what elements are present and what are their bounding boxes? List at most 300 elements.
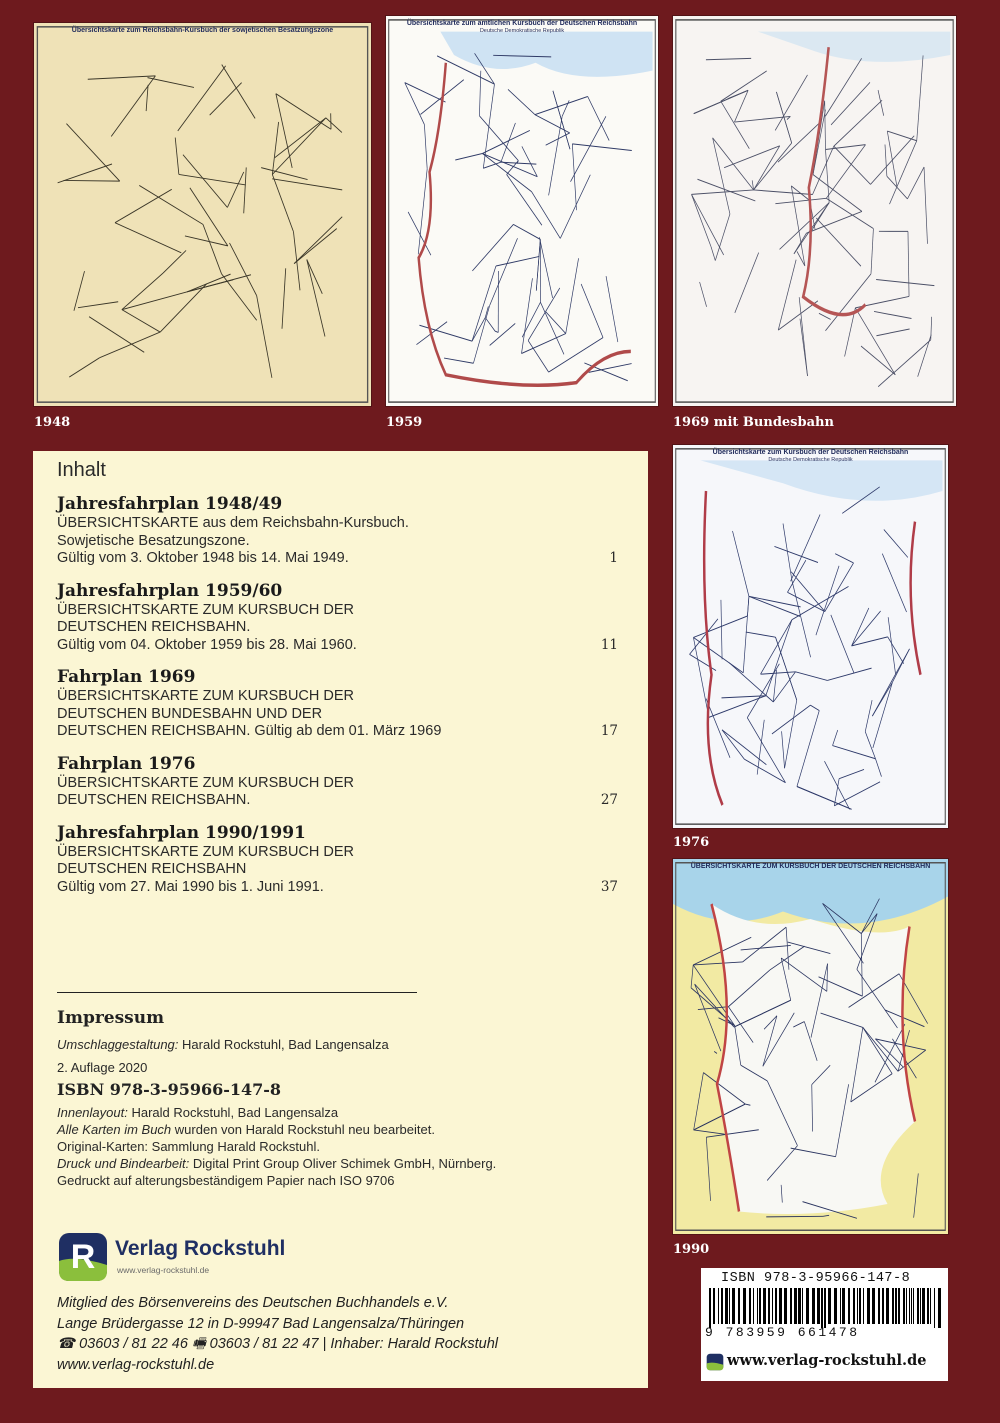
rail-line	[887, 131, 916, 141]
toc-entry-page: 1	[609, 550, 618, 566]
barcode-bar	[763, 1288, 766, 1324]
map-1990-title: ÜBERSICHTSKARTE ZUM KURSBUCH DER DEUTSCHEN REICHSBAHN	[690, 863, 931, 870]
barcode-bar	[757, 1288, 758, 1324]
rail-line	[522, 146, 537, 176]
barcode-bar	[895, 1288, 897, 1324]
map-1990-network	[673, 859, 948, 1234]
toc-entry-title: Jahresfahrplan 1990/1991	[57, 822, 306, 843]
rail-line	[535, 97, 588, 115]
rail-line	[825, 101, 826, 150]
maps-credit-label: Alle Karten im Buch	[57, 1122, 172, 1137]
map-1976-network	[673, 445, 948, 828]
toc-entry-line: Gültig vom 3. Oktober 1948 bis 14. Mai 1949.	[57, 550, 349, 566]
rail-line	[709, 696, 766, 718]
barcode-bar	[922, 1288, 925, 1324]
toc-entry-line: Gültig vom 27. Mai 1990 bis 1. Juni 1991.	[57, 878, 324, 895]
rail-line	[546, 312, 566, 334]
barcode-bar	[709, 1288, 711, 1328]
sea-area	[701, 460, 943, 500]
publisher-logo	[57, 1229, 357, 1287]
rail-line	[825, 563, 854, 612]
barcode-bar	[857, 1288, 858, 1324]
map-1969-caption: 1969 mit Bundesbahn	[673, 415, 834, 430]
rail-line	[694, 1073, 704, 1130]
barcode-bar	[802, 1288, 803, 1324]
barcode-bar	[872, 1288, 875, 1324]
impressum-originals: Original-Karten: Sammlung Harald Rockstuhl.	[57, 1139, 320, 1154]
rail-line	[885, 144, 887, 176]
toc-entry-page: 17	[600, 723, 618, 739]
barcode-bar	[817, 1288, 820, 1324]
rail-line	[693, 637, 708, 717]
rail-line	[163, 250, 186, 273]
rail-line	[888, 617, 895, 673]
map-1959-title: Übersichtskarte zum amtlichen Kursbuch der Deutschen Reichsbahn Deutsche Demokratische Republik	[406, 20, 638, 35]
print-credit-label: Druck und Bindearbeit:	[57, 1156, 190, 1171]
publisher-membership: Mitglied des Börsenvereins des Deutschen Buchhandels e.V.	[57, 1295, 449, 1311]
toc-entry-line: DEUTSCHEN BUNDESBAHN UND DER	[57, 705, 323, 722]
rail-line	[539, 237, 552, 298]
rail-line	[691, 965, 693, 988]
barcode-bar	[842, 1288, 845, 1324]
rail-line	[496, 256, 539, 266]
rail-line	[64, 180, 120, 181]
map-1959-image	[386, 16, 658, 406]
rail-line	[528, 288, 560, 341]
rail-line	[733, 531, 749, 596]
rail-line	[787, 592, 824, 611]
rail-line	[887, 176, 908, 199]
sea-area	[758, 32, 950, 62]
toc-entry	[57, 753, 622, 810]
impressum-edition: 2. Auflage 2020	[57, 1060, 148, 1075]
rail-line	[115, 189, 172, 222]
map-1990-image	[673, 859, 948, 1234]
barcode-box	[701, 1268, 948, 1381]
barcode-bar	[779, 1288, 782, 1324]
barcode-bar	[906, 1288, 907, 1324]
map-frame	[676, 20, 953, 402]
toc-entry-title: Fahrplan 1969	[57, 667, 196, 687]
rail-line	[588, 97, 609, 141]
impressum-title: Impressum	[57, 1008, 165, 1028]
rail-line	[721, 600, 722, 660]
rail-line	[111, 76, 155, 137]
barcode-bar	[768, 1288, 770, 1324]
rail-line	[852, 637, 888, 646]
barcode-bar	[824, 1288, 826, 1328]
barcode-bar	[934, 1288, 935, 1328]
publisher-address: Lange Brüdergasse 12 in D-99947 Bad Langensalza/Thüringen	[57, 1315, 465, 1332]
rail-line	[800, 319, 808, 376]
rail-line	[839, 769, 864, 778]
rail-line	[513, 224, 540, 239]
rail-line	[747, 596, 748, 616]
rail-line	[691, 194, 723, 255]
rail-line	[566, 258, 579, 333]
barcode-bar	[913, 1288, 914, 1324]
barcode-bar	[775, 1288, 777, 1324]
publisher-url-small[interactable]: www.verlag-rockstuhl.de	[117, 1265, 210, 1275]
rail-line	[721, 71, 767, 101]
section-divider	[57, 992, 417, 993]
toc-entry	[57, 666, 622, 741]
rail-line	[797, 711, 819, 787]
rail-line	[122, 310, 160, 332]
sea-area	[440, 32, 652, 77]
print-credit-value: Digital Print Group Oliver Schimek GmbH, Nürnberg.	[189, 1156, 497, 1171]
rail-line	[485, 318, 495, 332]
toc-entry-title: Jahresfahrplan 1948/49	[57, 494, 283, 514]
map-1969-image	[673, 16, 956, 406]
rail-line	[816, 218, 861, 266]
barcode-bar	[713, 1288, 715, 1324]
rail-line	[244, 167, 247, 213]
barcode-bar	[909, 1288, 910, 1324]
rail-line	[522, 278, 533, 353]
rail-line	[724, 146, 780, 168]
rail-line	[483, 84, 494, 168]
toc-entry-title: Fahrplan 1976	[57, 753, 196, 774]
rail-line	[884, 530, 908, 558]
rail-line	[700, 282, 707, 307]
rail-line	[773, 670, 776, 702]
rail-line	[175, 138, 179, 175]
rail-line	[876, 329, 909, 336]
rail-line	[272, 118, 325, 175]
rail-line	[787, 560, 805, 592]
rail-line	[222, 65, 255, 119]
rail-line	[282, 268, 286, 328]
rail-line	[791, 514, 820, 581]
rail-line	[66, 124, 119, 181]
rail-line	[69, 358, 99, 377]
barcode-bar	[821, 1288, 823, 1328]
map-1976-title: Übersichtskarte zum Kursbuch der Deutschen Reichsbahn Deutsche Demokratische Republik	[712, 449, 909, 464]
barcode-bar	[840, 1288, 841, 1324]
contents-panel	[33, 451, 648, 1388]
toc-entry	[57, 580, 622, 655]
rail-line	[482, 130, 529, 153]
barcode-bar	[772, 1288, 773, 1324]
rail-line	[690, 654, 717, 670]
barcode-bar	[718, 1288, 719, 1324]
rockstuhl-small-logo-icon	[706, 1353, 724, 1371]
rail-line	[852, 608, 869, 646]
rail-line	[179, 174, 246, 184]
rail-line	[796, 672, 828, 681]
land-area	[712, 904, 916, 1214]
rail-line	[766, 1216, 823, 1217]
rail-line	[694, 1130, 725, 1134]
impressum-section	[57, 1008, 637, 1189]
barcode-bar	[848, 1288, 850, 1324]
rail-line	[757, 720, 764, 775]
rail-line	[490, 323, 516, 345]
rail-line	[706, 58, 751, 59]
rail-line	[835, 554, 853, 563]
rail-line	[482, 153, 537, 176]
rail-line	[178, 66, 226, 131]
rail-line	[823, 1215, 829, 1216]
border-line	[419, 63, 631, 385]
rail-line	[816, 566, 839, 635]
logo-letter: R	[70, 1238, 96, 1276]
barcode-bar	[738, 1288, 740, 1324]
rail-line	[690, 619, 718, 655]
rail-line	[115, 223, 181, 253]
barcode-bar	[729, 1288, 730, 1324]
rail-line	[834, 100, 882, 146]
rail-line	[914, 1173, 919, 1217]
toc-entry-line: DEUTSCHEN REICHSBAHN.	[57, 792, 251, 808]
publisher-contact: ☎ 03603 / 81 22 46 🖷 03603 / 81 22 47 | Inhaber: Harald Rockstuhl	[57, 1336, 498, 1352]
rail-line	[825, 58, 861, 116]
rail-line	[806, 211, 862, 233]
toc-list	[57, 493, 622, 908]
rail-line	[560, 175, 590, 239]
rail-line	[419, 325, 472, 341]
barcode-bar	[859, 1288, 861, 1324]
impressum-paper: Gedruckt auf alterungsbeständigem Papier nach ISO 9706	[57, 1173, 395, 1188]
publisher-website[interactable]: www.verlag-rockstuhl.de	[57, 1356, 215, 1373]
rail-line	[827, 668, 871, 680]
rail-line	[833, 730, 838, 746]
toc-entry-line: ÜBERSICHTSKARTE ZUM KURSBUCH DER	[57, 843, 355, 860]
rail-line	[775, 198, 826, 203]
barcode-bar	[930, 1288, 931, 1324]
rail-line	[746, 632, 776, 637]
impressum-cover-credit	[57, 1036, 637, 1053]
cover-credit-label: Umschlaggestaltung:	[57, 1037, 179, 1052]
rail-line	[139, 185, 203, 224]
barcode-bar	[732, 1288, 735, 1324]
rail-line	[326, 118, 342, 133]
map-frame	[389, 20, 656, 402]
rail-line	[307, 260, 325, 337]
impressum-print-credit	[57, 1155, 637, 1172]
rail-line	[824, 761, 849, 809]
rail-line	[825, 145, 865, 150]
rail-line	[908, 231, 909, 296]
rail-line	[785, 700, 797, 768]
rail-line	[549, 116, 563, 195]
rail-line	[872, 649, 909, 716]
rockstuhl-logo-icon	[57, 1231, 109, 1283]
barcode-bar	[753, 1288, 754, 1324]
rail-line	[924, 167, 927, 244]
rail-line	[190, 188, 228, 246]
rail-line	[455, 153, 482, 160]
rail-line	[272, 179, 342, 190]
barcode-bar	[743, 1288, 746, 1324]
toc-entry-line: ÜBERSICHTSKARTE ZUM KURSBUCH DER	[57, 601, 355, 618]
barcode-bar	[853, 1288, 855, 1324]
rail-line	[148, 78, 194, 88]
toc-entry-line: DEUTSCHEN REICHSBAHN. Gültig ab dem 01. März 1969	[57, 723, 442, 739]
rail-line	[185, 236, 228, 246]
barcode-bar	[938, 1288, 941, 1328]
impressum-maps-credit	[57, 1121, 637, 1138]
barcode-bar	[903, 1288, 905, 1324]
rail-line	[747, 718, 785, 783]
barcode-digits: 9 783959 661478	[705, 1325, 860, 1340]
rail-line	[160, 284, 207, 332]
barcode-bar	[911, 1288, 912, 1324]
rail-line	[483, 162, 501, 168]
toc-entry-line: Gültig vom 04. Oktober 1959 bis 28. Mai 1960.	[57, 636, 357, 653]
barcode-url[interactable]: www.verlag-rockstuhl.de	[727, 1352, 927, 1369]
rail-line	[834, 779, 839, 806]
rail-line	[572, 144, 631, 151]
rail-line	[782, 731, 785, 768]
rail-line	[495, 331, 498, 332]
rail-line	[826, 198, 873, 228]
rail-line	[89, 317, 144, 353]
maps-credit-value: wurden von Harald Rockstuhl neu bearbeitet.	[171, 1122, 435, 1137]
rail-line	[831, 82, 870, 125]
map-frame	[37, 27, 367, 402]
toc-entry-line: DEUTSCHEN REICHSBAHN.	[57, 619, 251, 635]
rail-line	[276, 94, 331, 130]
rail-line	[562, 100, 569, 116]
rail-line	[917, 55, 923, 140]
rail-line	[871, 136, 915, 185]
rail-line	[187, 275, 251, 292]
rail-line	[691, 194, 711, 246]
rail-line	[294, 217, 342, 264]
rail-line	[230, 243, 257, 296]
barcode-bar	[794, 1288, 797, 1324]
rail-line	[754, 190, 813, 195]
rail-line	[721, 101, 750, 148]
rail-line	[861, 346, 895, 375]
impressum-isbn: ISBN 978-3-95966-147-8	[57, 1080, 282, 1099]
rail-line	[210, 83, 242, 115]
rail-line	[257, 296, 272, 378]
toc-entry-line: ÜBERSICHTSKARTE ZUM KURSBUCH DER	[57, 774, 355, 791]
rail-line	[749, 596, 800, 616]
barcode-isbn: ISBN 978-3-95966-147-8	[721, 1271, 911, 1286]
rail-line	[774, 546, 818, 562]
toc-entry-page: 27	[600, 792, 618, 808]
cover-credit-value: Harald Rockstuhl, Bad Langensalza	[178, 1037, 389, 1052]
rail-line	[749, 596, 801, 607]
barcode-bar	[759, 1288, 761, 1324]
toc-entry-title: Jahresfahrplan 1959/60	[57, 580, 283, 601]
toc-entry-line: ÜBERSICHTSKARTE ZUM KURSBUCH DER	[57, 688, 355, 704]
map-1948-network	[34, 23, 371, 406]
rail-line	[307, 260, 322, 294]
rail-line	[272, 174, 293, 231]
barcode-bar	[882, 1288, 884, 1324]
rail-line	[227, 172, 243, 208]
rail-line	[74, 271, 85, 311]
barcode-bar	[886, 1288, 889, 1324]
rail-line	[711, 247, 715, 261]
rail-line	[222, 274, 257, 321]
map-1948-title: Übersichtskarte zum Reichsbahn-Kursbuch der sowjetischen Besatzungszone	[71, 27, 334, 34]
toc-entry	[57, 822, 622, 897]
map-1959-network	[386, 16, 658, 406]
rail-line	[754, 143, 792, 190]
barcode-bar	[892, 1288, 894, 1324]
rail-line	[735, 253, 759, 313]
rail-line	[874, 311, 911, 318]
barcode-bar	[834, 1288, 837, 1324]
rail-line	[744, 759, 785, 782]
rail-line	[272, 122, 278, 175]
barcode-bar	[721, 1288, 723, 1324]
barcode-bar	[828, 1288, 831, 1324]
layout-credit-value: Harald Rockstuhl, Bad Langensalza	[127, 1105, 339, 1120]
publisher-name: Verlag Rockstuhl	[115, 1237, 286, 1260]
rail-line	[855, 308, 895, 375]
rail-line	[714, 1051, 717, 1053]
rail-line	[276, 94, 292, 168]
rail-line	[261, 168, 307, 180]
barcode-bar	[806, 1288, 809, 1324]
map-1948-image	[34, 23, 371, 406]
rail-line	[780, 203, 830, 250]
map-1976-image	[673, 445, 948, 828]
rail-line	[405, 83, 425, 125]
rail-line	[871, 229, 873, 274]
rail-line	[693, 637, 743, 672]
toc-entry	[57, 493, 622, 568]
rail-line	[834, 146, 871, 184]
rail-line	[888, 637, 904, 664]
rail-line	[875, 759, 881, 777]
toc-entry-page: 11	[600, 636, 618, 653]
rail-line	[792, 586, 849, 619]
barcode-bar	[812, 1288, 815, 1324]
rail-line	[761, 672, 796, 674]
rail-line	[882, 554, 906, 612]
barcode-bar	[927, 1288, 929, 1324]
rail-line	[424, 125, 427, 169]
rail-line	[826, 145, 865, 199]
rail-line	[532, 192, 561, 239]
barcode-bars	[707, 1288, 942, 1328]
rail-line	[918, 335, 932, 377]
border-line	[803, 47, 865, 314]
rail-line	[482, 153, 531, 191]
rail-line	[873, 682, 893, 748]
map-1959-caption: 1959	[386, 415, 423, 430]
rail-line	[810, 705, 819, 710]
rail-line	[472, 266, 496, 341]
barcode-bar	[867, 1288, 870, 1324]
border-line	[704, 491, 920, 805]
rail-line	[833, 746, 876, 759]
rail-line	[754, 146, 780, 190]
rail-line	[693, 616, 747, 637]
rail-line	[528, 341, 549, 373]
map-1990-caption: 1990	[673, 1242, 710, 1257]
rail-line	[78, 302, 118, 308]
map-1976-caption: 1976	[673, 835, 710, 850]
rail-line	[778, 260, 796, 330]
barcode-bar	[798, 1288, 801, 1324]
impressum-layout-credit	[57, 1104, 637, 1121]
barcode-bar	[784, 1288, 787, 1324]
rail-line	[606, 276, 618, 342]
rail-line	[508, 89, 535, 114]
rail-line	[522, 302, 540, 337]
publisher-footer	[57, 1293, 637, 1375]
rail-line	[876, 280, 934, 286]
